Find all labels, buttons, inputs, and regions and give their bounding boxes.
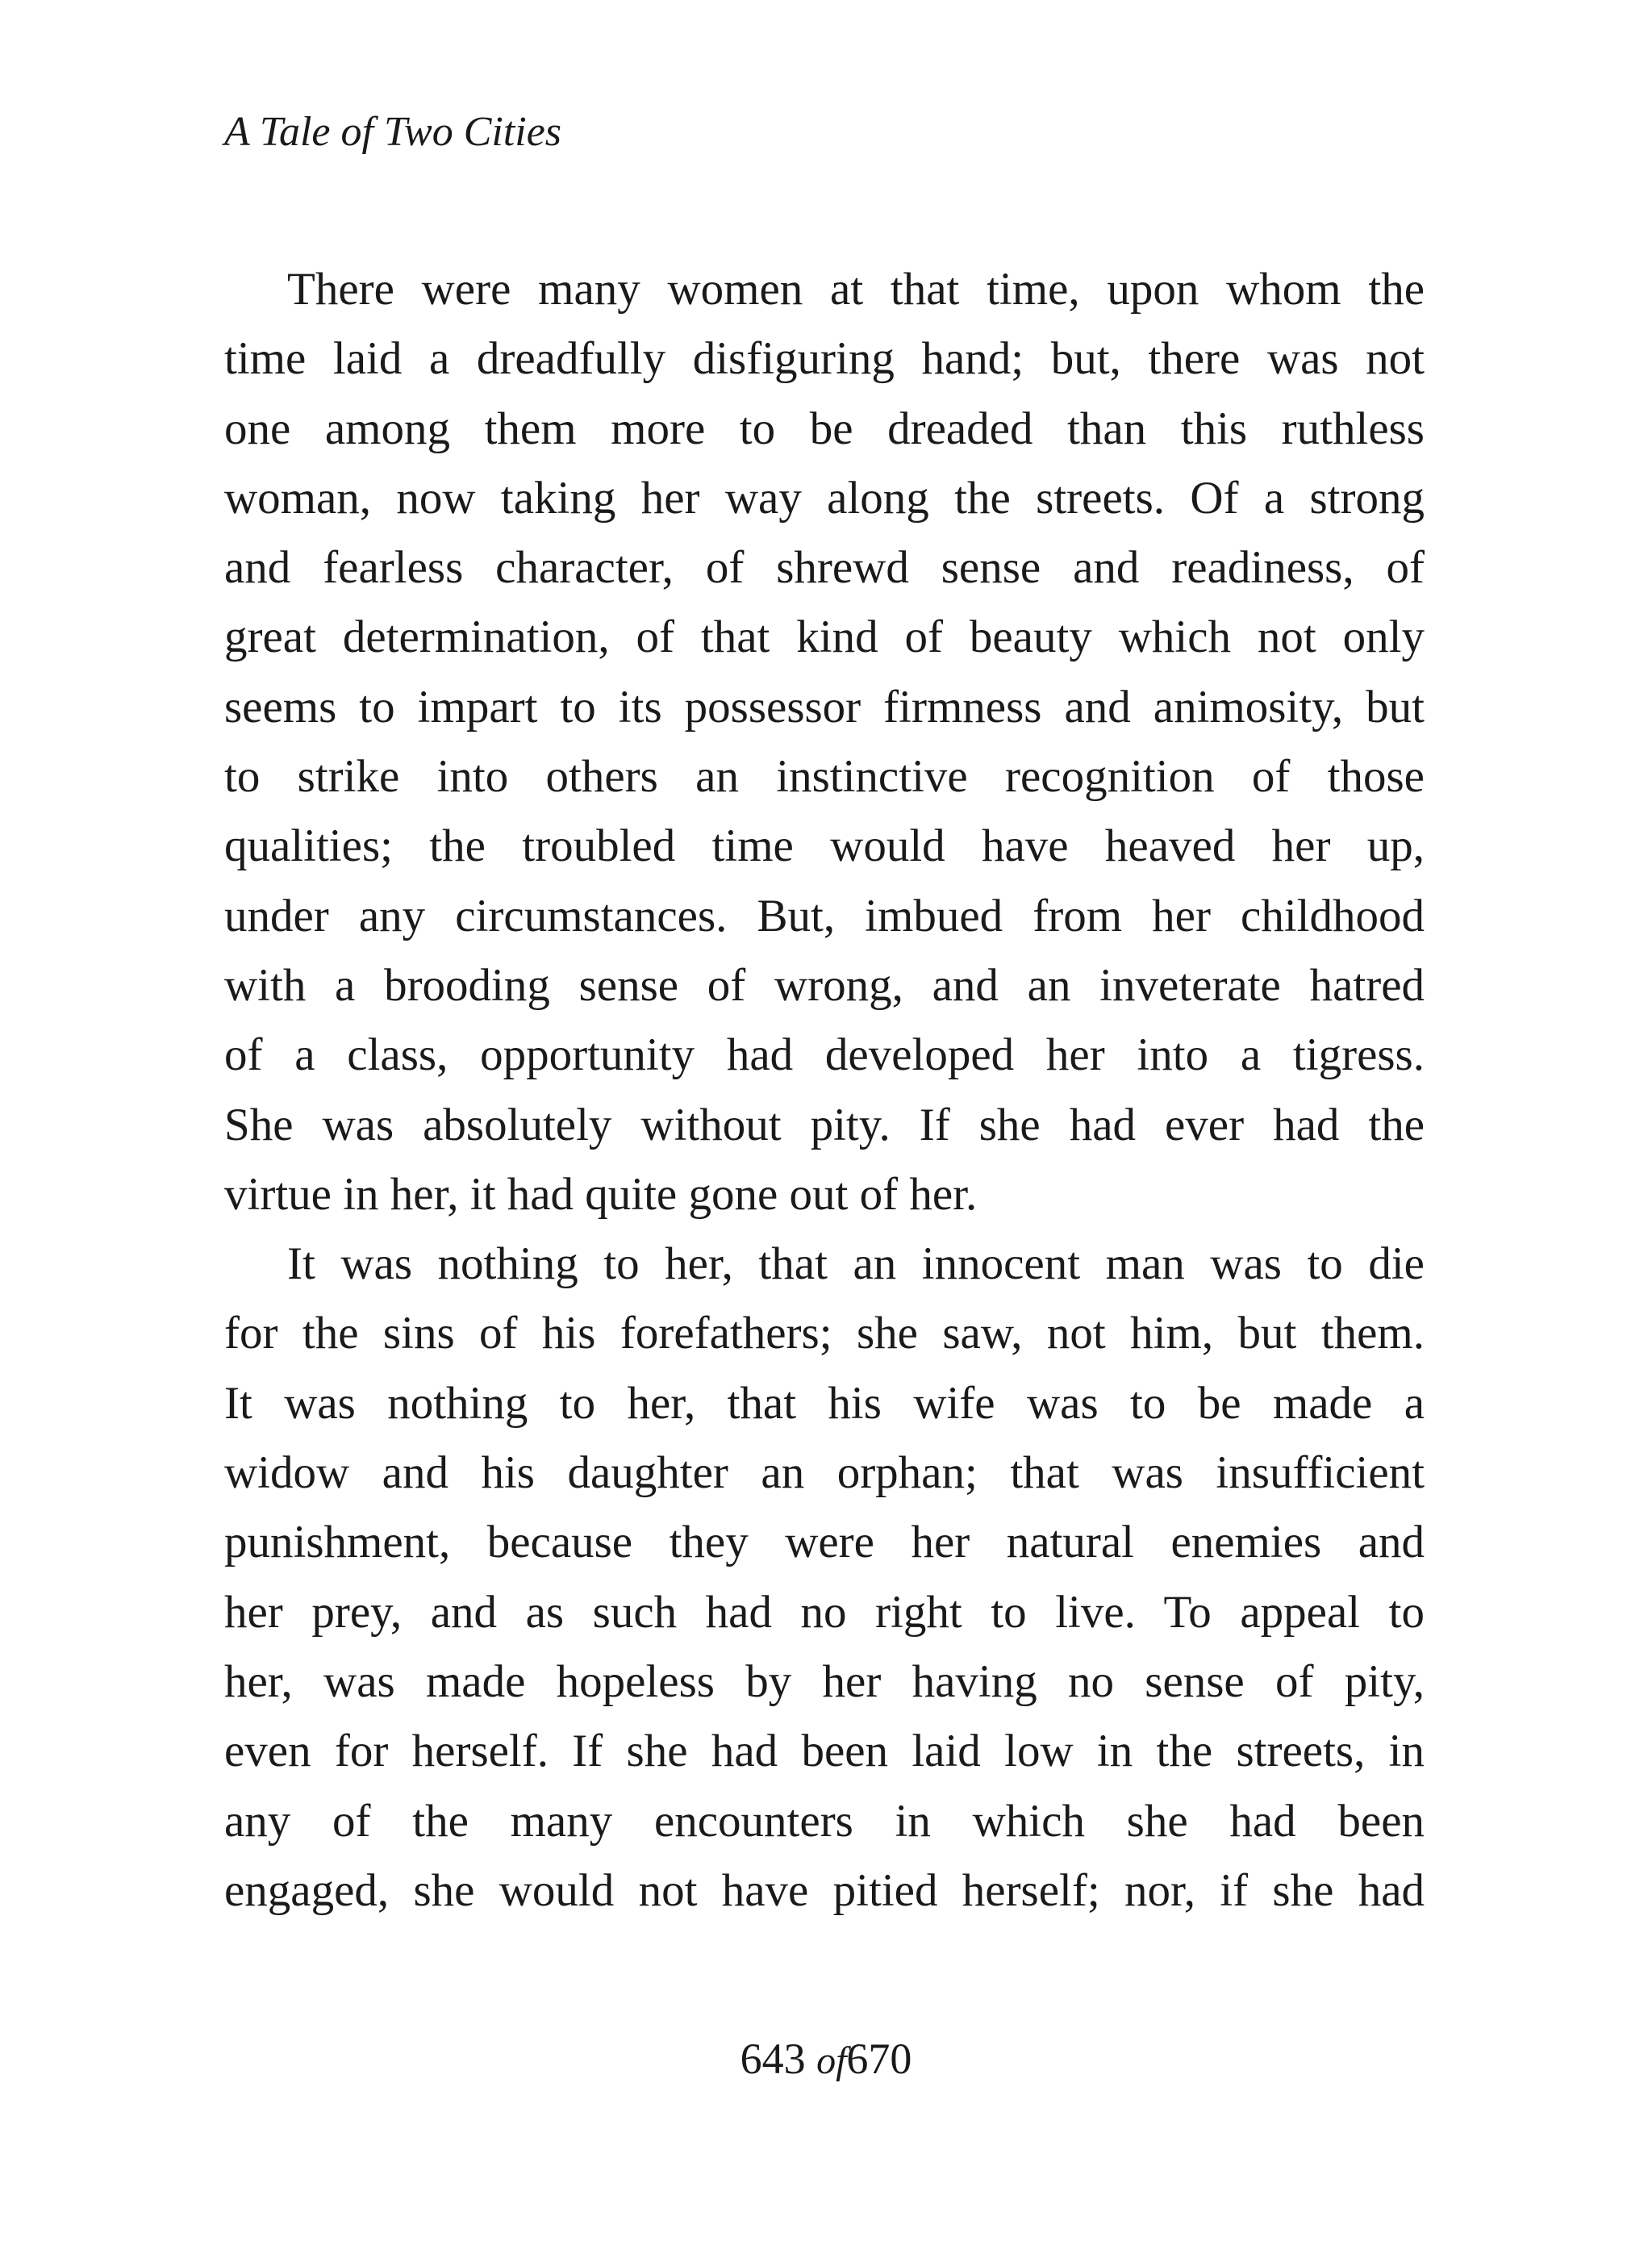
text-line: and fearless character, of shrewd sense and readiness, of bbox=[224, 542, 1425, 594]
text-line: seems to impart to its possessor firmness and animosity, but bbox=[224, 681, 1425, 733]
text-line: one among them more to be dreaded than this ruthless bbox=[224, 403, 1425, 454]
text-line: There were many women at that time, upon whom the bbox=[287, 264, 1425, 315]
text-line: It was nothing to her, that an innocent man was to die bbox=[287, 1238, 1425, 1290]
text-line: widow and his daughter an orphan; that was insufficient bbox=[224, 1447, 1425, 1499]
text-line: virtue in her, it had quite gone out of her. bbox=[224, 1168, 978, 1220]
text-line: any of the many encounters in which she had been bbox=[224, 1795, 1425, 1847]
text-line: under any circumstances. But, imbued from her childhood bbox=[224, 890, 1425, 941]
paragraph-1 bbox=[224, 255, 1425, 1229]
page-of-label: of bbox=[816, 2039, 847, 2082]
text-line: She was absolutely without pity. If she had ever had the bbox=[224, 1099, 1425, 1150]
text-line: time laid a dreadfully disfiguring hand; but, there was not bbox=[224, 333, 1425, 385]
page-number bbox=[0, 2027, 1652, 2093]
running-head: A Tale of Two Cities bbox=[224, 109, 562, 155]
text-line: great determination, of that kind of beauty which not only bbox=[224, 612, 1425, 663]
page-current: 643 bbox=[740, 2035, 806, 2083]
text-line: qualities; the troubled time would have heaved her up, bbox=[224, 820, 1425, 872]
paragraph-2 bbox=[224, 1229, 1425, 1926]
text-line: It was nothing to her, that his wife was to be made a bbox=[224, 1377, 1425, 1429]
text-line: engaged, she would not have pitied herself; nor, if she had bbox=[224, 1864, 1425, 1916]
text-line: woman, now taking her way along the streets. Of a strong bbox=[224, 472, 1425, 524]
text-line: of a class, opportunity had developed her into a tigress. bbox=[224, 1029, 1425, 1081]
text-line: to strike into others an instinctive recognition of those bbox=[224, 751, 1425, 803]
text-line: with a brooding sense of wrong, and an inveterate hatred bbox=[224, 959, 1425, 1011]
text-line: punishment, because they were her natural enemies and bbox=[224, 1517, 1425, 1568]
body-text bbox=[224, 255, 1425, 1926]
page-total: 670 bbox=[846, 2035, 912, 2083]
text-line: for the sins of his forefathers; she saw, not him, but them. bbox=[224, 1308, 1425, 1359]
text-line: her, was made hopeless by her having no sense of pity, bbox=[224, 1655, 1425, 1707]
text-line: her prey, and as such had no right to live. To appeal to bbox=[224, 1586, 1425, 1638]
text-line: even for herself. If she had been laid low in the streets, in bbox=[224, 1726, 1425, 1777]
